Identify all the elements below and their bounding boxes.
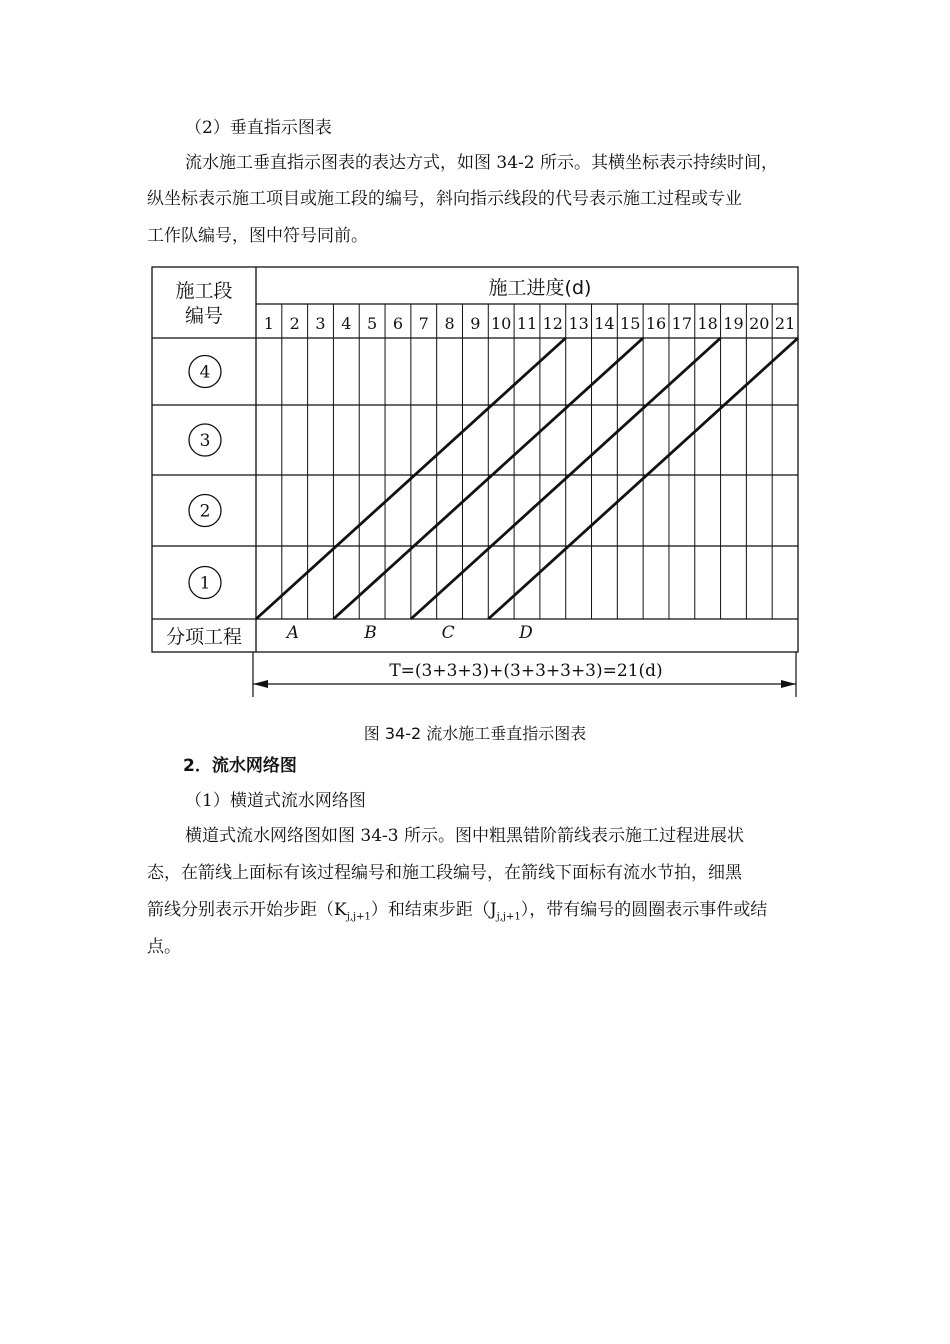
- para2-line3-part-c: ），带有编号的圆圈表示事件或结: [520, 900, 768, 920]
- day-label: 21: [774, 314, 796, 333]
- process-label: D: [519, 623, 533, 643]
- day-label: 15: [620, 314, 641, 333]
- segment-number: 2: [199, 501, 211, 522]
- corner-label-line-2: 编号: [184, 305, 224, 327]
- total-duration-formula: T=(3+3+3)+(3+3+3+3)=21(d): [389, 661, 663, 681]
- process-label: A: [286, 623, 300, 643]
- day-label: 14: [594, 314, 615, 333]
- paragraph-1-line-1: 流水施工垂直指示图表的表达方式，如图 34-2 所示。其横坐标表示持续时间，: [185, 153, 778, 173]
- paragraph-2-line-1: 横道式流水网络图如图 34-3 所示。图中粗黑错阶箭线表示施工过程进展状: [185, 826, 744, 846]
- k-subscript: j,j+1: [346, 911, 371, 923]
- day-label: 19: [723, 314, 744, 333]
- segment-number: 4: [199, 362, 211, 383]
- day-label: 10: [491, 314, 512, 333]
- day-label: 6: [392, 314, 404, 333]
- day-label: 1: [263, 314, 274, 333]
- paragraph-2-line-2: 态，在箭线上面标有该过程编号和施工段编号，在箭线下面标有流水节拍，细黑: [147, 863, 742, 883]
- paragraph-1-line-3: 工作队编号，图中符号同前。: [147, 226, 368, 246]
- heading-vertical-chart: （2）垂直指示图表: [185, 118, 332, 138]
- figure-caption: 图 34-2 流水施工垂直指示图表: [363, 724, 587, 743]
- day-label: 20: [749, 314, 770, 333]
- segment-number: 3: [199, 431, 211, 451]
- process-label: C: [441, 623, 455, 643]
- segment-number: 1: [199, 573, 211, 594]
- day-label: 11: [516, 314, 538, 333]
- day-label: 12: [542, 314, 563, 333]
- day-label: 9: [470, 314, 481, 333]
- section-heading-network: 2．流水网络图: [183, 756, 297, 776]
- subitem-label: 分项工程: [165, 626, 243, 648]
- para2-line3-part-a: 箭线分别表示开始步距（K: [147, 900, 347, 920]
- day-label: 13: [568, 314, 589, 333]
- j-subscript: j,j+1: [496, 911, 521, 923]
- day-label: 16: [645, 314, 667, 333]
- day-label: 17: [671, 314, 693, 333]
- day-label: 18: [697, 314, 718, 333]
- day-label: 8: [444, 314, 455, 333]
- para2-line3-part-b: ）和结束步距（J: [370, 900, 497, 920]
- day-label: 7: [418, 314, 429, 333]
- day-label: 3: [315, 314, 326, 333]
- paragraph-2-line-4: 点。: [147, 937, 181, 957]
- process-label: B: [364, 623, 377, 643]
- progress-header: 施工进度(d): [488, 277, 592, 299]
- heading-lateral-network: （1）横道式流水网络图: [185, 791, 366, 811]
- day-label: 2: [289, 314, 300, 333]
- paragraph-2-line-3: [147, 900, 817, 927]
- day-label: 5: [367, 314, 378, 333]
- paragraph-1-line-2: 纵坐标表示施工项目或施工段的编号，斜向指示线段的代号表示施工过程或专业: [147, 189, 742, 209]
- day-label: 4: [341, 314, 352, 333]
- corner-label-line-1: 施工段: [175, 280, 233, 302]
